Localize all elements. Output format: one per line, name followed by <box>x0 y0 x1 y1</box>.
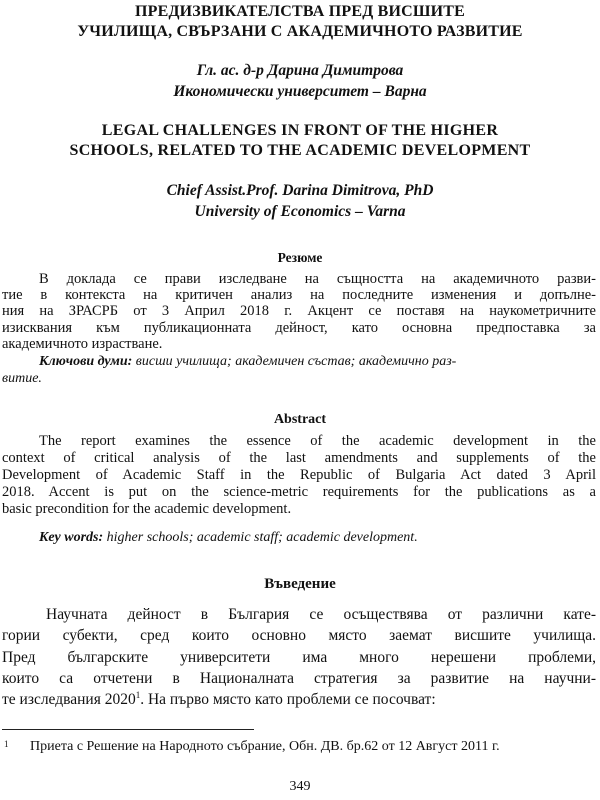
intro-line-5-start: те изследвания 2020 <box>2 691 136 709</box>
abstract-paragraph <box>2 433 596 518</box>
title-bg-line-1: ПРЕДИЗВИКАТЕЛСТВА ПРЕД ВИСШИТЕ <box>134 3 466 20</box>
abstract-line-5: basic precondition for the academic development. <box>2 501 292 517</box>
keywords-bg-line-2: витие. <box>2 371 42 386</box>
summary-heading: Резюме <box>277 250 323 265</box>
footnote <box>4 738 594 755</box>
abstract-line-3: Development of Academic Staff in the Republic of Bulgaria Act dated 3 April <box>2 467 596 483</box>
intro-line-5 <box>2 689 596 710</box>
keywords-bg-line <box>2 353 596 370</box>
intro-line-3: Пред българските университети има много нерешени проблеми, <box>2 648 596 666</box>
footnote-text: Приета с Решение на Народното събрание, Обн. ДВ. бр.62 от 12 Август 2011 г. <box>30 739 500 754</box>
introduction-paragraph <box>2 604 596 710</box>
summary-line-2: тие в контекста на критичен анализ на последните изменения и допълне- <box>2 287 596 304</box>
author-bg-affiliation: Икономически университет – Варна <box>173 83 427 100</box>
summary-line-4: изисквания към публикационната дейност, като основна предпоставка за <box>2 319 596 336</box>
abstract-line-2: context of critical analysis of the last amendments and supplements of the <box>2 450 596 466</box>
summary-keywords <box>2 353 596 387</box>
keywords-bg-label: Ключови думи: <box>39 354 133 369</box>
footnote-number: 1 <box>4 739 9 749</box>
intro-line-4: които са отчетени в Националната стратегия за развитие на научни- <box>2 669 596 687</box>
keywords-bg-text: висши училища; академичен състав; академично раз- <box>132 354 457 369</box>
abstract-line-1: The report examines the essence of the academic development in the <box>39 433 596 449</box>
keywords-en-text: higher schools; academic staff; academic development. <box>103 530 418 545</box>
abstract-heading: Abstract <box>273 412 327 427</box>
footnote-reference: 1 <box>135 690 141 701</box>
keywords-en-label: Key words: <box>39 530 104 545</box>
page-number: 349 <box>289 779 311 794</box>
author-english <box>20 180 580 222</box>
summary-line-3: ния на ЗРАСРБ от 3 Април 2018 г. Акцент се поставя на наукометричните <box>2 303 596 320</box>
abstract-keywords <box>2 529 596 546</box>
footnote-divider <box>2 729 254 730</box>
title-en-line-2: SCHOOLS, RELATED TO THE ACADEMIC DEVELOPMENT <box>69 142 531 159</box>
author-bulgarian <box>20 60 580 102</box>
title-english <box>10 121 590 161</box>
abstract-line-4: 2018. Accent is put on the science-metric requirements for the publications as a <box>2 484 596 500</box>
author-bg-name: Гл. ас. д-р Дарина Димитрова <box>196 62 404 79</box>
author-en-affiliation: University of Economics – Varna <box>194 203 406 220</box>
author-en-name: Chief Assist.Prof. Darina Dimitrova, PhD <box>166 182 434 199</box>
intro-line-1: Научната дейност в България се осъществява от различни кате- <box>46 606 596 623</box>
title-bulgarian <box>20 2 580 42</box>
summary-paragraph <box>2 271 596 352</box>
intro-line-2: гории субекти, сред които основно място заемат висшите училища. <box>2 627 596 645</box>
introduction-heading: Въведение <box>264 576 336 592</box>
title-bg-line-2: УЧИЛИЩА, СВЪРЗАНИ С АКАДЕМИЧНОТО РАЗВИТИЕ <box>77 23 523 40</box>
intro-line-5-end: . На първо място като проблеми се посочват: <box>140 691 436 709</box>
summary-line-1: В доклада се прави изследване на същността на академичното разви- <box>39 271 596 287</box>
title-en-line-1: LEGAL CHALLENGES IN FRONT OF THE HIGHER <box>101 122 499 139</box>
keywords-en-line <box>2 529 596 546</box>
summary-line-5: академичното израстване. <box>2 335 163 352</box>
